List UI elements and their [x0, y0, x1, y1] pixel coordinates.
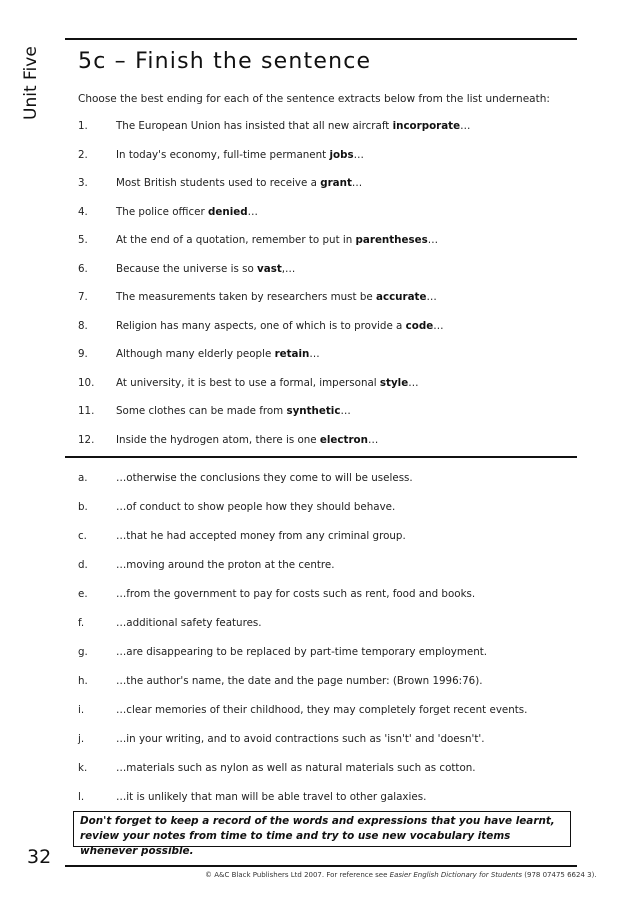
sentence-text	[116, 375, 419, 391]
sentence-text	[116, 289, 437, 305]
sentence-ellipsis: ,…	[281, 262, 296, 275]
unit-label: Unit Five	[21, 46, 41, 120]
sentence-number: 12.	[78, 433, 95, 446]
sentence-number: 9.	[78, 348, 88, 360]
sentence-ellipsis: …	[460, 120, 471, 132]
sentence-start: The police officer	[116, 205, 209, 218]
keyword: retain	[274, 348, 310, 360]
instruction-text: Choose the best ending for each of the sentence extracts below from the list underneath:	[78, 93, 550, 105]
sentence-text	[116, 204, 258, 220]
keyword: vast	[257, 262, 282, 275]
sentence-number: 5.	[78, 234, 88, 246]
sentence-start: Some clothes can be made from	[116, 405, 287, 417]
ending-letter: k.	[78, 762, 88, 774]
sentence-text	[116, 261, 295, 277]
ending-letter: i.	[78, 704, 85, 716]
ending-text: …from the government to pay for costs such as rent, food and books.	[116, 588, 476, 600]
sentence-number: 8.	[78, 319, 88, 332]
ending-text: …otherwise the conclusions they come to will be useless.	[116, 472, 413, 484]
ending-letter: j.	[78, 733, 85, 745]
sentence-start: At the end of a quotation, remember to put in	[116, 234, 356, 246]
sentence-text	[116, 403, 351, 419]
sentence-ellipsis: …	[427, 234, 439, 246]
ending-letter: f.	[78, 617, 85, 629]
ending-text: …it is unlikely that man will be able travel to other galaxies.	[116, 791, 427, 803]
sentence-start: At university, it is best to use a formal, impersonal	[116, 376, 380, 389]
ending-letter: h.	[78, 675, 88, 687]
sentence-start: The European Union has insisted that all new aircraft	[116, 120, 393, 132]
vocabulary-tip-box: Don't forget to keep a record of the words and expressions that you have learnt, review your notes from time to time and try to use new vocabulary items whenever possible.	[73, 811, 571, 847]
keyword: parentheses	[355, 234, 428, 246]
sentence-text	[116, 346, 320, 362]
sentence-ellipsis: …	[309, 348, 320, 360]
sentence-text	[116, 232, 438, 248]
keyword: code	[405, 319, 434, 332]
sentence-start: Because the universe is so	[116, 262, 258, 275]
ending-text: …materials such as nylon as well as natural materials such as cotton.	[116, 762, 476, 774]
page-number: 32	[27, 846, 52, 868]
sentence-ellipsis: …	[367, 433, 379, 446]
ending-text: …additional safety features.	[116, 617, 262, 629]
sentence-start: Religion has many aspects, one of which is to provide a	[116, 319, 406, 332]
ending-letter: e.	[78, 588, 88, 600]
sentence-number: 10.	[78, 376, 95, 389]
sentence-ellipsis: …	[351, 177, 363, 189]
keyword: jobs	[329, 148, 354, 161]
copyright-footer	[205, 871, 597, 879]
sentence-number: 2.	[78, 148, 88, 161]
keyword: grant	[320, 177, 352, 189]
sentence-ellipsis: …	[247, 205, 258, 218]
keyword: incorporate	[392, 120, 461, 132]
top-divider	[65, 38, 577, 40]
footer-post: (978 07475 6624 3).	[522, 871, 597, 879]
sentence-text	[116, 432, 378, 448]
footer-title: Easier English Dictionary for Students	[389, 871, 523, 879]
sentence-text	[116, 118, 470, 134]
ending-text: …moving around the proton at the centre.	[116, 559, 335, 571]
page-title: 5c – Finish the sentence	[78, 49, 372, 74]
ending-letter: d.	[78, 559, 88, 571]
ending-text: …in your writing, and to avoid contractions such as 'isn't' and 'doesn't'.	[116, 733, 485, 745]
ending-letter: b.	[78, 501, 88, 513]
sentence-number: 1.	[78, 120, 88, 132]
ending-text: …that he had accepted money from any criminal group.	[116, 530, 406, 542]
ending-text: …clear memories of their childhood, they may completely forget recent events.	[116, 704, 528, 716]
ending-text: …of conduct to show people how they should behave.	[116, 501, 396, 513]
sentence-start: Although many elderly people	[116, 348, 275, 360]
ending-text: …the author's name, the date and the page number: (Brown 1996:76).	[116, 675, 483, 687]
ending-letter: l.	[78, 791, 85, 803]
sentence-number: 7.	[78, 291, 88, 303]
sentence-text	[116, 175, 362, 191]
sentence-number: 6.	[78, 262, 88, 275]
keyword: denied	[208, 205, 248, 218]
footer-pre: © A&C Black Publishers Ltd 2007. For reference see	[205, 871, 390, 879]
sentence-start: In today's economy, full-time permanent	[116, 148, 330, 161]
ending-letter: g.	[78, 646, 88, 658]
sentence-start: Inside the hydrogen atom, there is one	[116, 433, 320, 446]
keyword: accurate	[376, 291, 427, 303]
keyword: style	[379, 376, 409, 389]
sentence-ellipsis: …	[433, 319, 444, 332]
sentence-ellipsis: …	[408, 376, 419, 389]
sentence-ellipsis: …	[353, 148, 364, 161]
keyword: electron	[319, 433, 368, 446]
sentence-ellipsis: …	[426, 291, 437, 303]
sentence-number: 4.	[78, 205, 88, 218]
sentence-ellipsis: …	[340, 405, 351, 417]
ending-text: …are disappearing to be replaced by part-time temporary employment.	[116, 646, 488, 658]
section-divider	[65, 456, 577, 458]
keyword: synthetic	[286, 405, 341, 417]
ending-letter: a.	[78, 472, 88, 484]
sentence-text	[116, 318, 443, 334]
sentence-number: 11.	[78, 405, 95, 417]
sentence-start: Most British students used to receive a	[116, 177, 321, 189]
sentence-number: 3.	[78, 177, 88, 189]
sentence-start: The measurements taken by researchers must be	[116, 291, 377, 303]
sentence-text	[116, 147, 364, 163]
ending-letter: c.	[78, 530, 87, 542]
footer-divider	[65, 865, 577, 867]
